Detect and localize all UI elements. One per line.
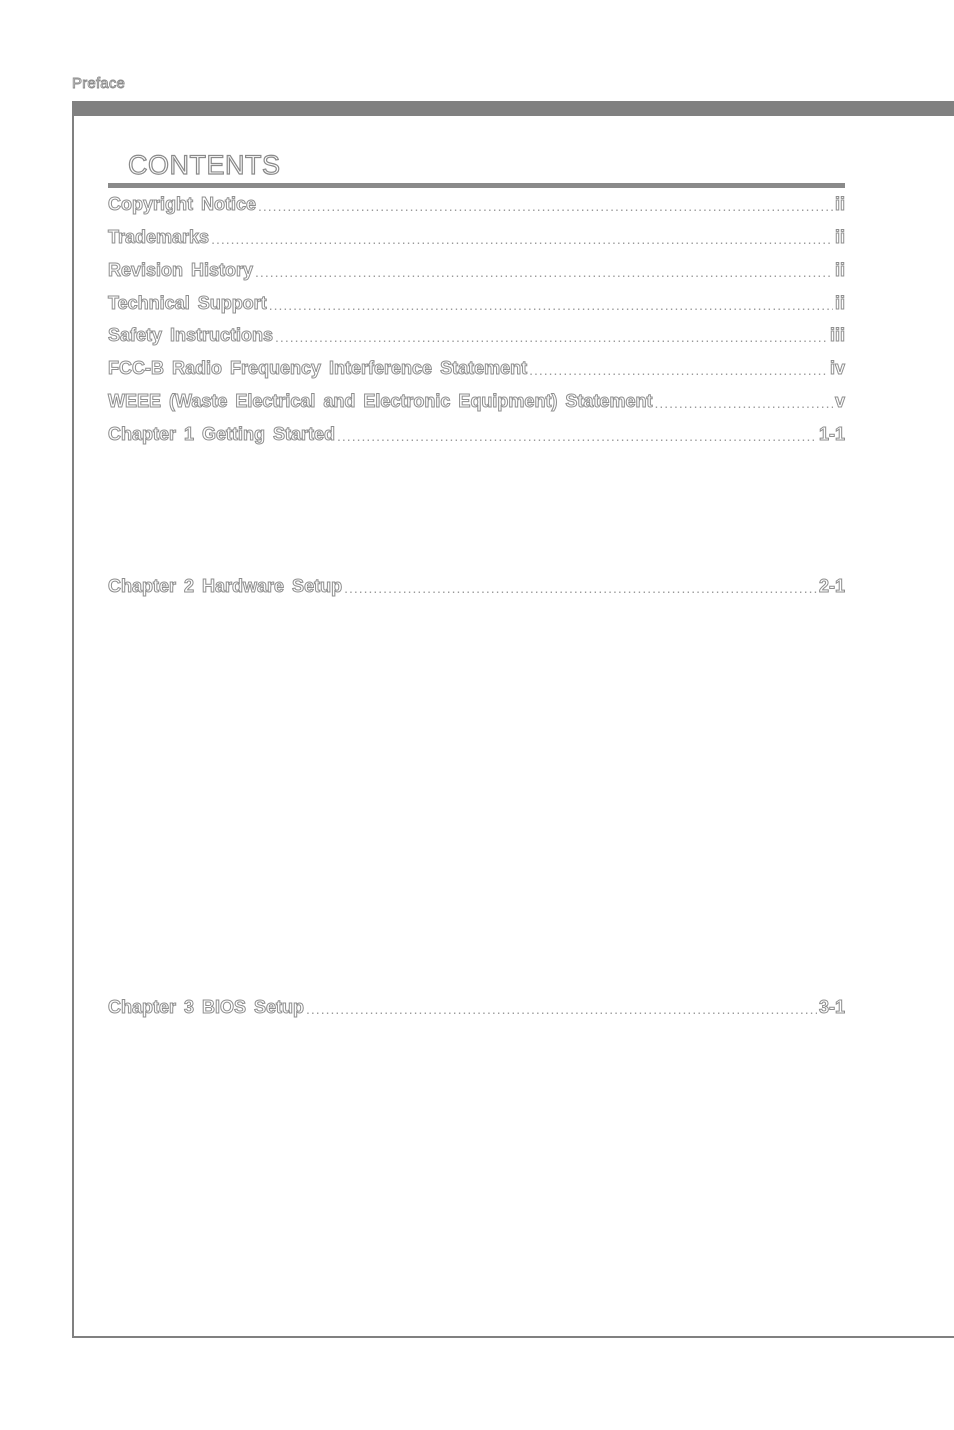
- toc-entry-label: Copyright Notice: [108, 194, 257, 214]
- preface-header-label: Preface: [72, 75, 126, 92]
- toc-entry-chapter-2[interactable]: [108, 573, 845, 597]
- toc-entry-copyright[interactable]: [108, 191, 845, 215]
- toc-entry-page: iv: [829, 358, 845, 378]
- toc-entry-page: 1-1: [818, 424, 845, 444]
- toc-dot-leader: [275, 328, 828, 346]
- toc-entry-label: WEEE (Waste Electrical and Electronic Equipment) Statement: [108, 391, 653, 411]
- toc-entry-weee-statement[interactable]: [108, 388, 845, 412]
- toc-entry-page: 3-1: [818, 997, 845, 1017]
- toc-entry-label: Technical Support: [108, 293, 267, 313]
- toc-entry-page: ii: [834, 194, 845, 214]
- bottom-frame-rule: [72, 1336, 954, 1338]
- toc-entry-label: Trademarks: [108, 227, 210, 247]
- contents-title: CONTENTS: [128, 150, 281, 180]
- toc-entry-fcc-statement[interactable]: [108, 355, 845, 379]
- toc-entry-page: 2-1: [818, 576, 845, 596]
- toc-entry-label: Revision History: [108, 260, 254, 280]
- header-bar: [72, 101, 954, 116]
- toc-dot-leader: [344, 579, 817, 597]
- toc-dot-leader: [211, 230, 833, 248]
- toc-entry-technical-support[interactable]: [108, 290, 845, 314]
- toc-dot-leader: [269, 296, 833, 314]
- toc-entry-label: Chapter 3 BIOS Setup: [108, 997, 305, 1017]
- toc-entry-trademarks[interactable]: [108, 224, 845, 248]
- toc-entry-revision-history[interactable]: [108, 257, 845, 281]
- toc-entry-page: iii: [829, 325, 845, 345]
- toc-entry-safety-instructions[interactable]: [108, 322, 845, 346]
- toc-dot-leader: [306, 1000, 817, 1018]
- toc-entry-page: ii: [834, 227, 845, 247]
- toc-dot-leader: [255, 263, 833, 281]
- toc-entry-label: Chapter 2 Hardware Setup: [108, 576, 343, 596]
- toc-entry-chapter-1[interactable]: [108, 421, 845, 445]
- toc-entry-page: ii: [834, 293, 845, 313]
- toc-dot-leader: [258, 197, 833, 215]
- toc-dot-leader: [529, 361, 828, 379]
- toc-entry-page: ii: [834, 260, 845, 280]
- toc-dot-leader: [337, 427, 817, 445]
- toc-entry-label: Safety Instructions: [108, 325, 274, 345]
- contents-title-rule: [108, 183, 845, 188]
- toc-entry-label: Chapter 1 Getting Started: [108, 424, 336, 444]
- toc-entry-label: FCC-B Radio Frequency Interference Statement: [108, 358, 528, 378]
- toc-entry-page: v: [834, 391, 845, 411]
- toc-dot-leader: [654, 394, 833, 412]
- left-frame-rule: [72, 101, 74, 1338]
- toc-entry-chapter-3[interactable]: [108, 994, 845, 1018]
